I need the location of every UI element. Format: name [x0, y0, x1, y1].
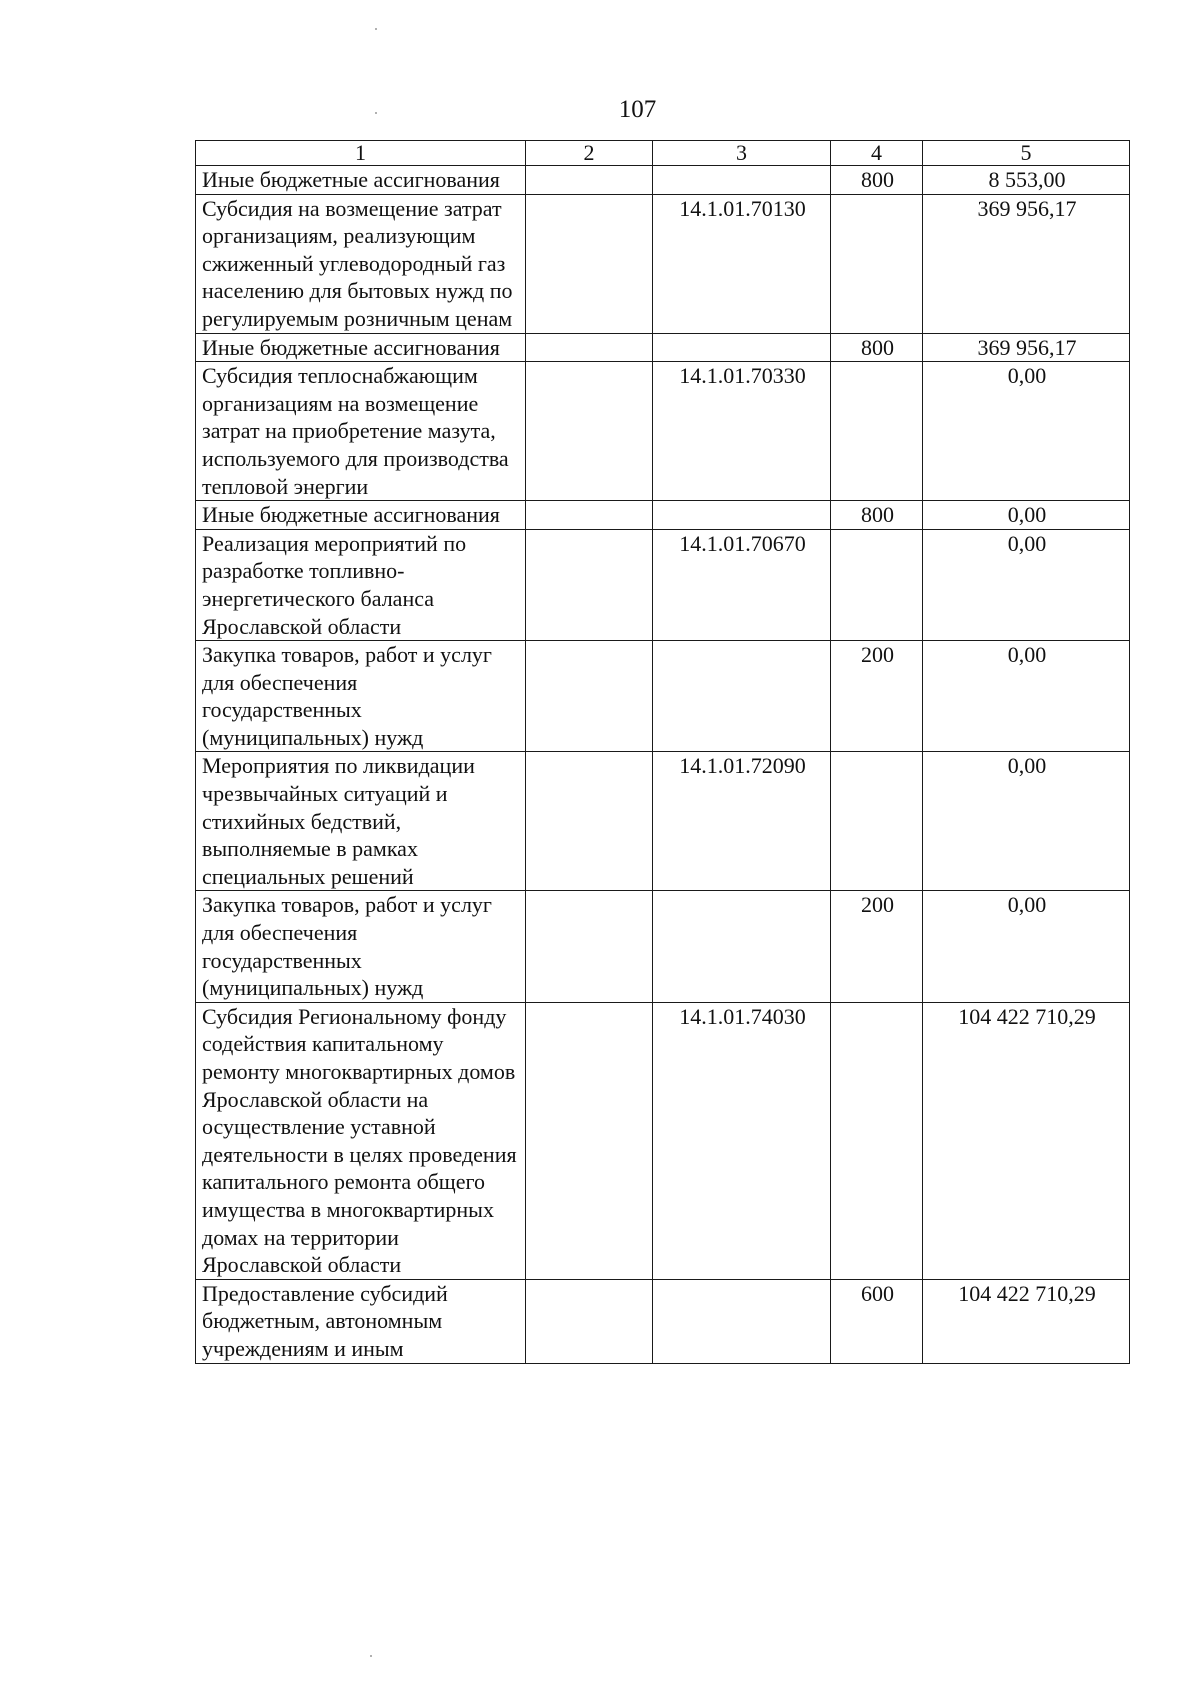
row-name: Закупка товаров, работ и услуг для обеспечения государственных (муниципальных) нужд	[196, 891, 526, 1002]
header-col-1: 1	[196, 141, 526, 166]
table-row	[196, 529, 1130, 640]
row-type: 800	[831, 333, 923, 362]
row-col2	[526, 529, 653, 640]
row-name: Предоставление субсидий бюджетным, автономным учреждениям и иным	[196, 1279, 526, 1363]
row-code: 14.1.01.70670	[653, 529, 831, 640]
row-col2	[526, 891, 653, 1002]
header-col-2: 2	[526, 141, 653, 166]
row-col2	[526, 641, 653, 752]
row-type: 200	[831, 641, 923, 752]
row-name: Реализация мероприятий по разработке топливно-энергетического баланса Ярославской области	[196, 529, 526, 640]
table-body	[196, 166, 1130, 1364]
row-name: Иные бюджетные ассигнования	[196, 501, 526, 530]
row-col2	[526, 333, 653, 362]
row-name: Субсидия на возмещение затрат организациям, реализующим сжиженный углеводородный газ населению для бытовых нужд по регулируемым розничным ценам	[196, 194, 526, 333]
row-amount: 369 956,17	[923, 333, 1130, 362]
row-amount: 8 553,00	[923, 166, 1130, 195]
header-col-5: 5	[923, 141, 1130, 166]
row-col2	[526, 194, 653, 333]
row-type: 200	[831, 891, 923, 1002]
page-number: 107	[618, 96, 657, 123]
row-code: 14.1.01.70130	[653, 194, 831, 333]
row-col2	[526, 362, 653, 501]
row-type	[831, 1002, 923, 1279]
row-code: 14.1.01.74030	[653, 1002, 831, 1279]
scan-speck	[375, 28, 377, 30]
row-name: Мероприятия по ликвидации чрезвычайных ситуаций и стихийных бедствий, выполняемые в рамках специальных решений	[196, 752, 526, 891]
row-amount: 104 422 710,29	[923, 1002, 1130, 1279]
row-type	[831, 362, 923, 501]
row-type	[831, 194, 923, 333]
table-row	[196, 194, 1130, 333]
row-type: 600	[831, 1279, 923, 1363]
budget-table	[195, 140, 1130, 1364]
row-col2	[526, 752, 653, 891]
table-row	[196, 1279, 1130, 1363]
header-col-3: 3	[653, 141, 831, 166]
row-amount: 0,00	[923, 641, 1130, 752]
table-row	[196, 333, 1130, 362]
table-row	[196, 891, 1130, 1002]
row-code: 14.1.01.72090	[653, 752, 831, 891]
row-code	[653, 166, 831, 195]
row-name: Субсидия Региональному фонду содействия капитальному ремонту многоквартирных домов Ярославской области на осуществление уставной деятельности в целях проведения капитального ремонта общего имущества в многоквартирных домах на территории Ярославской области	[196, 1002, 526, 1279]
header-col-4: 4	[831, 141, 923, 166]
table-row	[196, 641, 1130, 752]
row-col2	[526, 1002, 653, 1279]
row-code	[653, 501, 831, 530]
row-type: 800	[831, 166, 923, 195]
table-row	[196, 362, 1130, 501]
row-code	[653, 891, 831, 1002]
row-amount: 0,00	[923, 501, 1130, 530]
table-row	[196, 166, 1130, 195]
row-code	[653, 333, 831, 362]
scan-speck	[370, 1655, 372, 1657]
table-row	[196, 752, 1130, 891]
row-name: Субсидия теплоснабжающим организациям на возмещение затрат на приобретение мазута, используемого для производства тепловой энергии	[196, 362, 526, 501]
row-type	[831, 529, 923, 640]
scan-speck	[375, 112, 377, 114]
table-row	[196, 1002, 1130, 1279]
table-row	[196, 501, 1130, 530]
row-code: 14.1.01.70330	[653, 362, 831, 501]
row-col2	[526, 1279, 653, 1363]
row-amount: 0,00	[923, 891, 1130, 1002]
row-amount: 104 422 710,29	[923, 1279, 1130, 1363]
row-col2	[526, 166, 653, 195]
row-col2	[526, 501, 653, 530]
table-header-row	[196, 141, 1130, 166]
row-amount: 0,00	[923, 362, 1130, 501]
row-code	[653, 1279, 831, 1363]
row-type	[831, 752, 923, 891]
row-type: 800	[831, 501, 923, 530]
row-amount: 369 956,17	[923, 194, 1130, 333]
row-name: Иные бюджетные ассигнования	[196, 166, 526, 195]
row-name: Иные бюджетные ассигнования	[196, 333, 526, 362]
row-amount: 0,00	[923, 529, 1130, 640]
row-amount: 0,00	[923, 752, 1130, 891]
row-name: Закупка товаров, работ и услуг для обеспечения государственных (муниципальных) нужд	[196, 641, 526, 752]
row-code	[653, 641, 831, 752]
